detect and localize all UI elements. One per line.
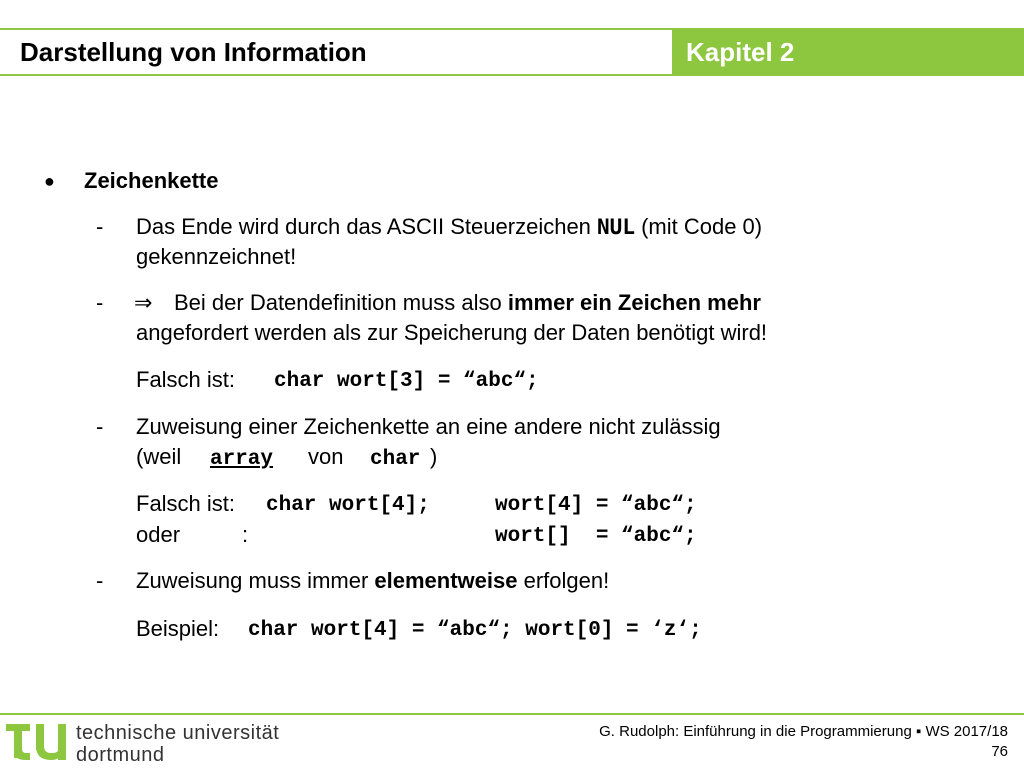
array-keyword: array [210,448,274,471]
falsch-label: Falsch ist: [136,491,236,516]
chapter-label: Kapitel 2 [686,37,795,67]
tu-logo [4,716,70,768]
implies-arrow-icon: ⇒ [134,290,153,315]
page-number: 76 [991,743,1008,760]
falsch-label: Falsch ist: [136,367,236,392]
item1-line1: Das Ende wird durch das ASCII Steuerzeichen NUL (mit Code 0) [136,214,763,239]
nul-code: NUL [597,215,635,239]
item3-line2-pre: (weil [136,444,182,469]
dash-marker: - [96,414,104,439]
code-assignment-2: wort[] = “abc“; [495,525,697,548]
item1-line2: gekennzeichnet! [136,244,297,269]
dash-marker: - [96,568,104,593]
slide-title: Darstellung von Information [20,37,367,67]
char-keyword: char [370,448,421,471]
oder-colon: : [242,522,249,547]
beispiel-label: Beispiel: [136,616,220,641]
code-assignment-1: wort[4] = “abc“; [495,494,697,517]
code-example: char wort[3] = “abc“; [274,370,539,393]
footer-info [599,722,1008,762]
emphasis-text: elementweise [374,568,518,593]
emphasis-text: immer ein Zeichen mehr [507,290,761,315]
item3-line1: Zuweisung einer Zeichenkette an eine andere nicht zulässig [136,414,721,439]
item2-line1: Bei der Datendefinition muss also immer ein Zeichen mehr [174,290,761,315]
code-declaration: char wort[4]; [266,494,430,517]
section-heading: Zeichenkette [84,168,219,193]
lecture-credit: G. Rudolph: Einführung in die Programmierung ▪ WS 2017/18 [599,723,1008,740]
oder-label: oder [136,522,181,547]
item4-line1: Zuweisung muss immer elementweise erfolgen! [136,568,610,593]
dash-marker: - [96,214,104,239]
item2-line2: angefordert werden als zur Speicherung der Daten benötigt wird! [136,320,768,345]
closing-paren: ) [430,444,438,469]
von-word: von [308,444,344,469]
bullet-icon: ● [44,171,55,191]
dash-marker: - [96,290,104,315]
footer-rule [0,713,1024,715]
code-example: char wort[4] = “abc“; wort[0] = ‘z‘; [248,619,702,642]
university-name: technische universität dortmund [76,722,280,766]
